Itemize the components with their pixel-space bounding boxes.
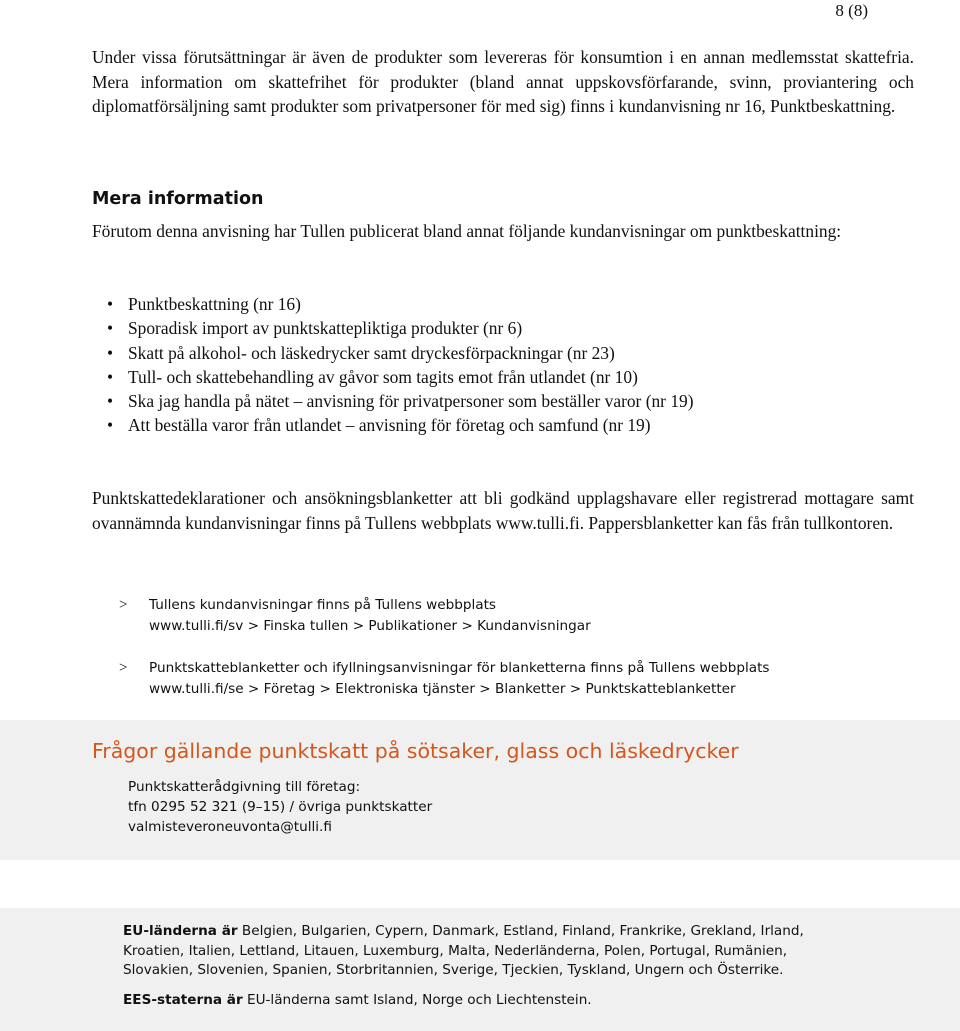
eu-label: EU-länderna är xyxy=(123,923,238,939)
list-item-text: Tull- och skattebehandling av gåvor som tagits emot från utlandet (nr 10) xyxy=(128,366,638,387)
list-item xyxy=(107,389,694,413)
list-item xyxy=(107,365,694,389)
page-number: 8 (8) xyxy=(835,1,868,20)
arrow-icon: > xyxy=(119,660,128,676)
declaration-paragraph: Punktskattedeklarationer och ansökningsblanketter att bli godkänd upplagshavare eller registrerad mottagare samt ovannämnda kundanvisningar finns på Tullens webbplats www.tulli.fi. Pappersblanketter kan fås från tullkontoren. xyxy=(92,488,914,533)
contact-email[interactable]: valmisteveroneuvonta@tulli.fi xyxy=(128,819,332,835)
list-item-text: Sporadisk import av punktskattepliktiga produkter (nr 6) xyxy=(128,318,523,339)
ees-countries-text xyxy=(123,990,592,1010)
list-item xyxy=(107,292,694,316)
bullet-icon: • xyxy=(107,366,114,387)
link-description: Punktskatteblanketter och ifyllningsanvisningar för blanketterna finns på Tullens webbplats xyxy=(149,660,770,676)
more-info-paragraph: Förutom denna anvisning har Tullen publicerat bland annat följande kundanvisningar om punktbeskattning: xyxy=(92,221,842,241)
contact-label: Punktskatterådgivning till företag: xyxy=(128,779,361,795)
list-item xyxy=(107,341,694,365)
arrow-icon: > xyxy=(119,597,128,613)
eu-countries: Belgien, Bulgarien, Cypern, Danmark, Estland, Finland, Frankrike, Grekland, Irland, Kroatien, Italien, Lettland, Litauen, Luxemburg, Malta, Nederländerna, Polen, Portugal, Rumänien, Slovakien, Slovenien, Spanien, Storbritannien, Sverige, Tjeckien, Tyskland, Ungern och Österrike. xyxy=(123,923,804,978)
list-item-text: Skatt på alkohol- och läskedrycker samt dryckesförpackningar (nr 23) xyxy=(128,342,615,363)
link-block-guides xyxy=(119,595,591,636)
link-description: Tullens kundanvisningar finns på Tullens webbplats xyxy=(149,597,496,613)
link-path-guides[interactable]: www.tulli.fi/sv > Finska tullen > Publikationer > Kundanvisningar xyxy=(149,617,591,634)
intro-paragraph: Under vissa förutsättningar är även de produkter som levereras för konsumtion i en annan medlemsstat skattefria. Mera information om skattefrihet för produkter (bland annat uppskovsförfarande, svinn, proviantering och diplomatförsäljning samt produkter som privatpersoner för med sig) finns i kundanvisning nr 16, Punktbeskattning. xyxy=(92,47,914,116)
section-heading-more-info: Mera information xyxy=(92,189,264,209)
contact-phone: tfn 0295 52 321 (9–15) / övriga punktskatter xyxy=(128,799,433,815)
bullet-icon: • xyxy=(107,294,114,314)
list-item xyxy=(107,413,694,437)
contact-info xyxy=(128,777,432,837)
list-item-text: Att beställa varor från utlandet – anvisning för företag och samfund (nr 19) xyxy=(128,415,651,436)
bullet-icon: • xyxy=(107,391,114,412)
guide-list xyxy=(107,292,694,438)
list-item-text: Ska jag handla på nätet – anvisning för privatpersoner som beställer varor (nr 19) xyxy=(128,391,694,412)
list-item xyxy=(107,316,694,340)
bullet-icon: • xyxy=(107,415,114,436)
bullet-icon: • xyxy=(107,318,114,339)
questions-title: Frågor gällande punktskatt på sötsaker, glass och läskedrycker xyxy=(92,739,739,763)
link-path-forms[interactable]: www.tulli.fi/se > Företag > Elektroniska tjänster > Blanketter > Punktskatteblanketter xyxy=(149,680,736,697)
ees-countries: EU-länderna samt Island, Norge och Liechtenstein. xyxy=(246,992,592,1008)
eu-countries-text xyxy=(123,922,823,981)
bullet-icon: • xyxy=(107,342,114,363)
ees-label: EES-staterna är xyxy=(123,992,243,1008)
list-item-text: Punktbeskattning (nr 16) xyxy=(128,294,301,314)
link-block-forms xyxy=(119,658,770,699)
